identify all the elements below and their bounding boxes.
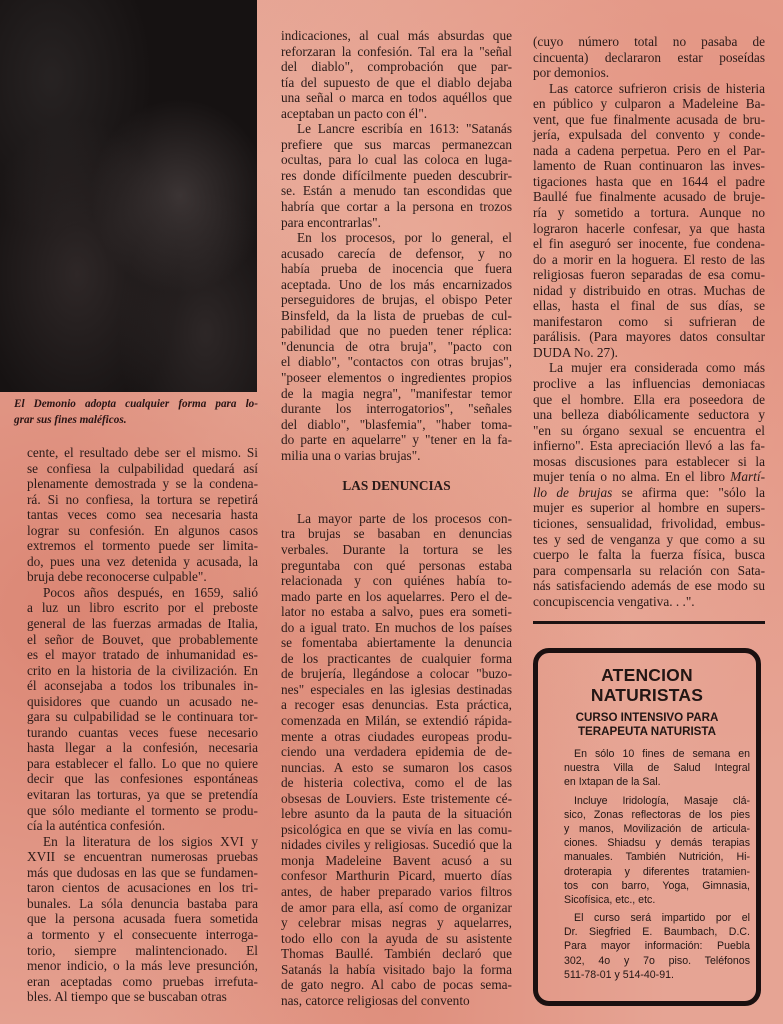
text-line: ciendo una verdadera epidemia de de-: [281, 744, 512, 760]
text-line: monja Madeleine Bavent acusó a su: [281, 852, 512, 868]
text-line: se fomentaba abiertamente la denuncia: [281, 635, 512, 651]
text-line: cente, el resultado debe ser el mismo. Si: [27, 445, 258, 460]
ad-title: [538, 665, 756, 705]
text-line: durante los interrogatorios", "señales: [281, 401, 512, 417]
text-line: de histeria colectiva, como el de las: [281, 775, 512, 791]
text-line: eran aceptadas como pruebas irrefuta-: [27, 973, 258, 989]
paragraph: [281, 511, 512, 1009]
text-line: manuales. También Nutrición, Hi-: [564, 851, 750, 864]
text-line: y manos, Movilización de articula-: [564, 822, 750, 835]
text-line: en Ixtapan de la Sal.: [564, 776, 661, 789]
text-line: nuestra Villa de Salud Integral: [564, 762, 750, 775]
ad-subtitle-line: TERAPEUTA NATURISTA: [577, 725, 717, 738]
text-line: XVII se encuentran numerosas pruebas: [27, 849, 258, 865]
text-line: cuerpo le falta la fuerza física, busca: [533, 547, 765, 563]
text-line: Sicofísica, etc., etc.: [564, 893, 656, 906]
text-line: do a igual trato. En muchos de los países: [281, 619, 512, 635]
text-line: obsesas de Louviers. Este tristemente cé-: [281, 790, 512, 806]
text-line: bles. Al tiempo que se buscaban otras: [27, 989, 227, 1005]
text-line: Pocos años después, en 1659, salió: [43, 584, 258, 600]
text-line: tra brujas se basaban en denuncias: [281, 526, 512, 542]
text-line: se confiesa la culpabilidad quedará así: [27, 460, 258, 476]
paragraph: [27, 445, 258, 585]
text-line: droterapia y diferentes tratamien-: [564, 865, 750, 878]
paragraph: [281, 28, 512, 121]
text-line: él aconsejaba a todos los tribunales in-: [27, 678, 258, 694]
text-line: Binsfeld, da la lista de pruebas de cul-: [281, 307, 512, 323]
section-heading: LAS DENUNCIAS: [342, 478, 451, 494]
ad-subtitle-line: CURSO INTENSIVO PARA: [575, 711, 719, 724]
text-line: torio, siempre malintencionado. El: [27, 942, 258, 958]
paragraph: [564, 747, 750, 790]
photo-caption: [14, 398, 258, 429]
text-line: mosas discusiones para establecer si la: [533, 453, 765, 469]
text-line: do, pues una vez detenida y acusada, la: [27, 553, 258, 569]
text-line: que el hombre. Ella era poseedora de: [533, 391, 765, 407]
text-line: de los practicantes de cualquier forma: [281, 650, 512, 666]
text-line: ticiones, sensualidad, frivolidad, embus-: [533, 515, 765, 531]
text-line: Le Lancre escribía en 1613: "Satanás: [297, 121, 512, 137]
text-line: todo ello con la ayuda de su asistente: [281, 930, 512, 946]
text-line: indicaciones, al cual más absurdas que: [281, 28, 512, 43]
text-line: nidad y distribuido en otras. Muchas de: [533, 282, 765, 298]
text-line: más que dudosas en las que se fundamen-: [27, 864, 258, 880]
text-line: "en su órgano sexual se encuentra el: [533, 422, 765, 438]
text-line: do parte en aquelarre" y "tener en la fa-: [281, 432, 512, 448]
text-line: a tormento y el consecuente interroga-: [27, 926, 258, 942]
text-line: vent, que fue finalmente acusada de bru-: [533, 111, 765, 127]
text-line: 302, 4o y 7o piso. Teléfonos: [564, 954, 750, 967]
text-line: En sólo 10 fines de semana en: [574, 748, 750, 760]
text-line: nidades civiles y religiosas. Sucedió que la: [281, 837, 512, 853]
text-line: decir que las confesiones espontáneas: [27, 771, 258, 787]
paragraph: [281, 230, 512, 463]
text-line: nás satisfaciendo además de ese modo su: [533, 578, 765, 594]
text-line: manifestaron como si sufrieran de: [533, 313, 765, 329]
text-line: ciones. Shiadsu y demás terapias: [564, 837, 750, 850]
text-line: gara su culpabilidad se le continuara tor-: [27, 709, 258, 725]
text-line: nada a cadena perpetua. Pero en el Par-: [533, 142, 765, 158]
text-line: psicológica en que se vivía en las comu-: [281, 821, 512, 837]
text-line: proclive a las influencias demoniacas: [533, 376, 765, 392]
text-line: nes" especiales en las iglesias destinadas: [281, 681, 512, 697]
text-line: bruja debe reconocerse culpable".: [27, 569, 207, 585]
text-line: En los procesos, por lo general, el: [297, 230, 512, 246]
article-column-left: [27, 445, 258, 1005]
article-column-middle: [281, 28, 512, 1008]
text-line: para compensarla su relación con Sata-: [533, 562, 765, 578]
text-line: lator no estaba a salvo, pues era someti-: [281, 604, 512, 620]
text-line: prefiere que sus marcas permanezcan: [281, 136, 512, 152]
article-column-right: [533, 34, 765, 609]
text-line: Incluye Iridología, Masaje clá-: [574, 794, 750, 807]
text-line: tos con barro, Yoga, Gimnasia,: [564, 879, 750, 892]
text-line: quisidores que cuando un acusado ne-: [27, 693, 258, 709]
text-line: confesor Marthurin Picard, muerto días: [281, 868, 512, 884]
text-line: cincuenta) declararon estar poseídas: [533, 49, 765, 65]
text-line: infierno". Esta apreciación llevó a las fa-: [533, 438, 765, 454]
text-line: de la magia negra", "manifestar temor: [281, 385, 512, 401]
text-line: tía del supuesto de que el diablo dejaba: [281, 74, 512, 90]
text-line: lograr su confesión. En algunos casos: [27, 522, 258, 538]
text-line: que la persona acusada fuera sometida: [27, 911, 258, 927]
text-line: Satanás la había visitado bajo la forma: [281, 961, 512, 977]
text-line: DUDA No. 27).: [533, 344, 618, 360]
text-line: rá. Si no confiesa, la tortura se repetirá: [27, 491, 258, 507]
text-line: el diablo", "contactos con otras brujas",: [281, 354, 512, 370]
text-line: mujer tenía o no alma. En el libro Martí-: [533, 469, 765, 485]
text-line: ría y sometido a tortura. Aunque no: [533, 205, 765, 221]
text-line: Dr. Siegfried E. Baumbach, D.C.: [564, 926, 750, 939]
text-line: hasta llegar a la confesión, necesaria: [27, 740, 258, 756]
text-line: mujer es superior al hombre en supers-: [533, 500, 765, 516]
text-line: antes, de haber preparado varios filtros: [281, 883, 512, 899]
text-line: Baullé fue finalmente acusado de bruje-: [533, 189, 765, 205]
text-line: "poseer elementos o ingredientes propios: [281, 370, 512, 386]
paragraph: [27, 834, 258, 1005]
text-line: en público y culparon a Madeleine Ba-: [533, 96, 765, 112]
text-line: lebre asunto da la pauta de la situación: [281, 806, 512, 822]
text-line: parálisis. (Para mayores datos consultar: [533, 329, 765, 345]
text-line: Las catorce sufrieron crisis de histeria: [549, 80, 765, 96]
text-line: del diablo", "blasfemia", "haber toma-: [281, 416, 512, 432]
text-line: lograron hacerle confesar, ya que hasta: [533, 220, 765, 236]
text-line: se. Están a menudo tan escondidas que: [281, 183, 512, 199]
text-line: a luz un libro escrito por el preboste: [27, 600, 258, 616]
text-line: habría que cortar a la persona en trozos: [281, 199, 512, 215]
caption-line: El Demonio adopta cualquier forma para lo-: [14, 398, 258, 410]
text-line: 511-78-01 y 514-40-91.: [564, 968, 674, 981]
text-line: lamento de Ruan continuaron las inves-: [533, 158, 765, 174]
text-line: el fin aseguró ser inocente, fue condena-: [533, 236, 765, 252]
text-line: evitaran las torturas, ya que se pretendía: [27, 787, 258, 803]
text-line: plenamente demostrada y se la condena-: [27, 476, 258, 492]
text-line: res donde difícilmente pueden descubrir-: [281, 167, 512, 183]
text-line: tigaciones hasta que en 1644 el padre: [533, 173, 765, 189]
text-line: jería, expulsada del convento y conde-: [533, 127, 765, 143]
naturistas-advertisement: [533, 648, 761, 1006]
text-line: concupiscencia vengativa. . .".: [533, 593, 695, 609]
text-line: es el mayor tratado de inhumanidad es-: [27, 647, 258, 663]
text-line: llo de brujas se afirma que: "sólo la: [533, 484, 765, 500]
text-line: pabilidad que no pueden tener réplica:: [281, 323, 512, 339]
text-line: que sólo mediante el tormento se produ-: [27, 802, 258, 818]
text-line: por demonios.: [533, 65, 610, 81]
column-divider-rule: [533, 621, 765, 624]
text-line: crito en la historia de la civilización. En: [27, 662, 258, 678]
text-line: En la literatura de los sigios XVI y: [43, 833, 258, 849]
text-line: preguntaba con qué personas estaba: [281, 557, 512, 573]
text-line: de gato negro. Al cabo de pocas sema-: [281, 977, 512, 993]
text-line: taron cientos de acusaciones en los tri-: [27, 880, 258, 896]
text-line: tantas veces como sea necesaria hasta: [27, 507, 258, 523]
text-line: do a morir en la hoguera. El resto de las: [533, 251, 765, 267]
text-line: milia una o varias brujas".: [281, 447, 421, 463]
paragraph: [27, 585, 258, 834]
text-line: La mujer era considerada como más: [549, 360, 765, 376]
text-line: perseguidores de brujas, el obispo Peter: [281, 292, 512, 308]
text-line: (cuyo número total no pasaba de: [533, 34, 765, 49]
text-line: general de las fuerzas armadas de Italia,: [27, 616, 258, 632]
paragraph: [564, 794, 750, 908]
text-line: mado parte en los aquelarres. Pero el de-: [281, 588, 512, 604]
text-line: menor indicio, o la más leve presunción,: [27, 958, 258, 974]
paragraph: [533, 360, 765, 609]
text-line: sico, Zonas reflectoras de los pies: [564, 808, 750, 821]
text-line: reforzaran la confesión. Tal era la "señal: [281, 43, 512, 59]
text-line: Para mayor información: Puebla: [564, 940, 750, 953]
text-line: tes y sed de venganza y que como a su: [533, 531, 765, 547]
text-line: La mayor parte de los procesos con-: [297, 510, 512, 526]
text-line: para establecer el fallo. Lo que no quiere: [27, 755, 258, 771]
text-line: El curso será impartido por el: [574, 912, 750, 925]
text-line: "denuncia de otra bruja", "pacto con: [281, 338, 512, 354]
text-line: de amor para ella, así como de organizar: [281, 899, 512, 915]
text-line: del diablo", comprobación que par-: [281, 59, 512, 75]
text-line: relacionada y con quiénes había to-: [281, 573, 512, 589]
text-line: religiosas fueron separadas de esa comu-: [533, 267, 765, 283]
text-line: mente a otras ciudades europeas produ-: [281, 728, 512, 744]
ad-title-line: NATURISTAS: [590, 685, 704, 705]
caption-line: grar sus fines maléficos.: [14, 413, 127, 426]
demon-photo: [0, 0, 257, 392]
text-line: nas, catorce religiosas del convento: [281, 992, 470, 1008]
text-line: había prueba de inocencia que fuera: [281, 261, 512, 277]
text-line: extremos el tormento puede ser limita-: [27, 538, 258, 554]
text-line: turando cuantas veces fuese necesario: [27, 724, 258, 740]
text-line: Thomas Baullé. También declaró que: [281, 946, 512, 962]
text-line: una belleza diabólicamente seductora y: [533, 407, 765, 423]
text-line: ellas, hasta el final de sus días, se: [533, 298, 765, 314]
ad-body: [564, 747, 750, 982]
text-line: nuncias. A esto se sumaron los casos: [281, 759, 512, 775]
text-line: aceptaban un pacto con él".: [281, 105, 428, 121]
text-line: y celebrar misas negras y aquelarres,: [281, 915, 512, 931]
paragraph: [533, 81, 765, 361]
text-line: a recoger esas denuncias. Esta práctica,: [281, 697, 512, 713]
text-line: aceptada. Uno de los más encarnizados: [281, 276, 512, 292]
paragraph: [281, 121, 512, 230]
paragraph: [564, 911, 750, 982]
ad-title-line: ATENCION: [601, 665, 693, 685]
text-line: para encontrarlas".: [281, 214, 381, 230]
ad-subtitle: [538, 711, 756, 739]
text-line: ocultas, para lo cual las coloca en luga-: [281, 152, 512, 168]
text-line: acusado carecía de defensor, y no: [281, 245, 512, 261]
text-line: comenzada en Milán, se extendió rápida-: [281, 712, 512, 728]
text-line: verbales. Durante la tortura se les: [281, 541, 512, 557]
text-line: el señor de Bouvet, que probablemente: [27, 631, 258, 647]
paragraph: [533, 34, 765, 81]
text-line: cía la auténtica confesión.: [27, 818, 166, 834]
text-line: bunales. La sóla denuncia bastaba para: [27, 895, 258, 911]
text-line: de brujería, llegándose a colocar "buzo-: [281, 666, 512, 682]
text-line: una señal o marca en todos aquéllos que: [281, 90, 512, 106]
